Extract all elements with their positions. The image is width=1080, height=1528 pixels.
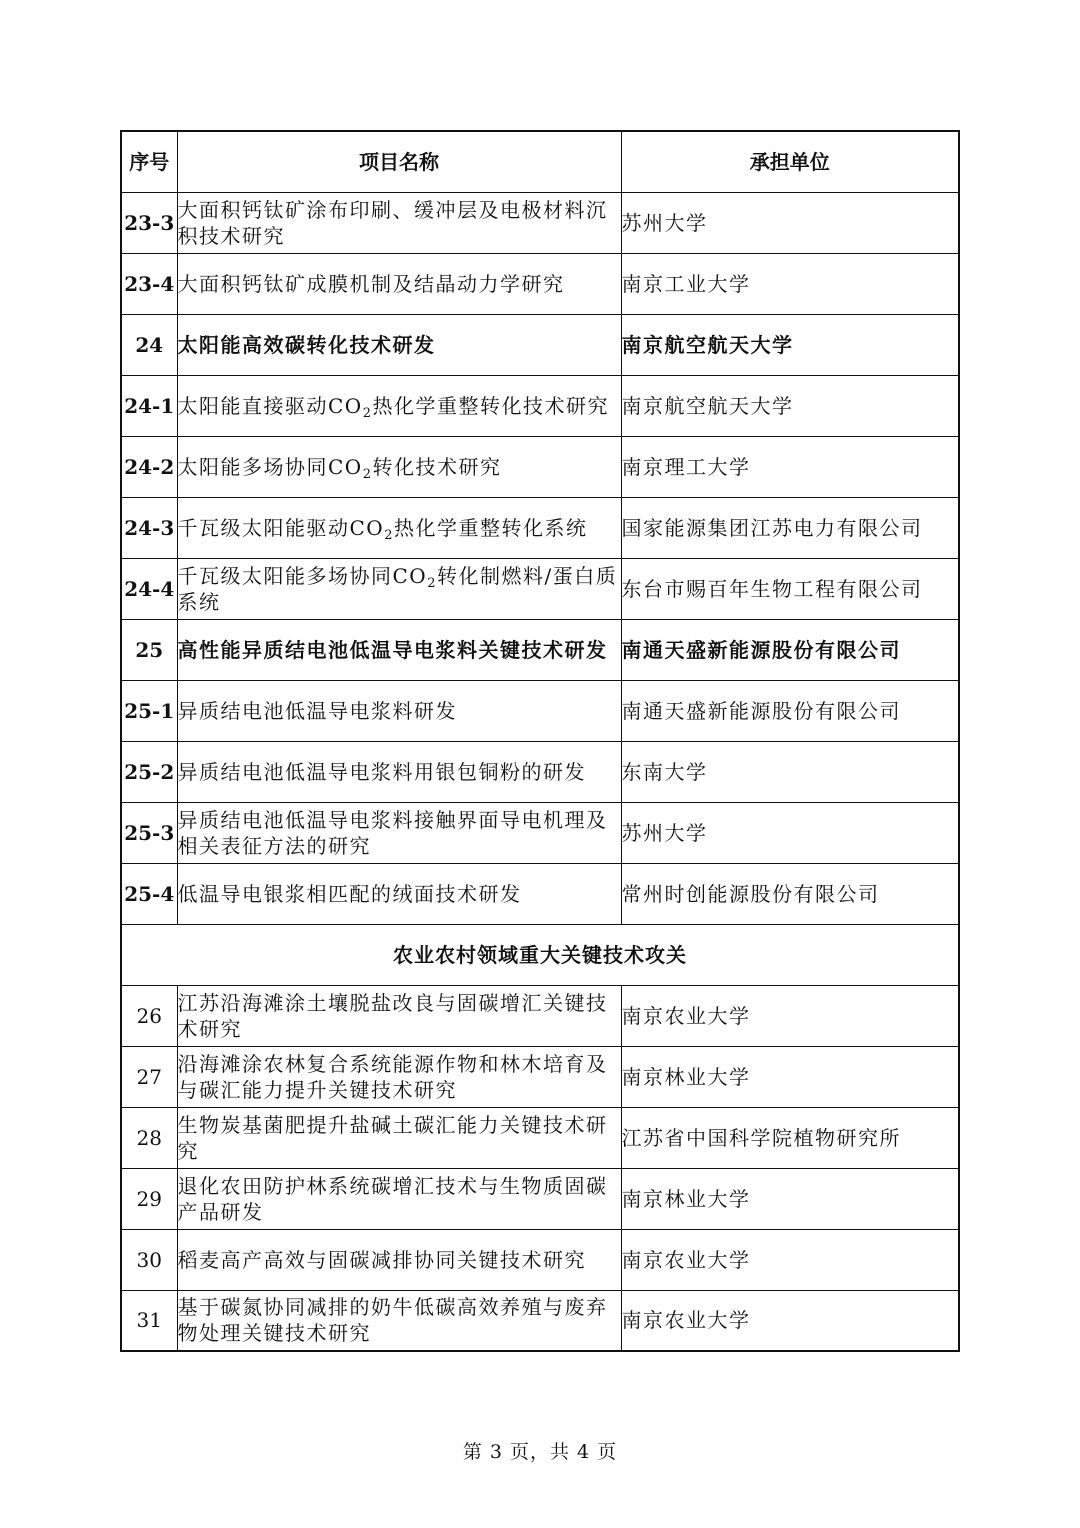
table-body <box>121 192 959 1351</box>
table-row <box>121 985 959 1046</box>
row-organization: 国家能源集团江苏电力有限公司 <box>621 497 959 558</box>
row-organization: 南京农业大学 <box>621 1229 959 1290</box>
row-seq: 28 <box>121 1107 177 1168</box>
row-seq: 24-1 <box>121 375 177 436</box>
table-row <box>121 863 959 924</box>
row-project-name: 千瓦级太阳能多场协同$CO_2$转化制燃料/蛋白质系统 <box>177 558 621 619</box>
row-organization: 苏州大学 <box>621 192 959 253</box>
table-row <box>121 680 959 741</box>
row-seq: 25-3 <box>121 802 177 863</box>
row-organization: 江苏省中国科学院植物研究所 <box>621 1107 959 1168</box>
row-project-name: 生物炭基菌肥提升盐碱土碳汇能力关键技术研究 <box>177 1107 621 1168</box>
row-project-name: 高性能异质结电池低温导电浆料关键技术研发 <box>177 619 621 680</box>
row-project-name: 异质结电池低温导电浆料接触界面导电机理及相关表征方法的研究 <box>177 802 621 863</box>
table-row <box>121 375 959 436</box>
project-table <box>120 130 960 1352</box>
row-seq: 26 <box>121 985 177 1046</box>
row-seq: 23-3 <box>121 192 177 253</box>
row-seq: 24 <box>121 314 177 375</box>
row-organization: 东台市赐百年生物工程有限公司 <box>621 558 959 619</box>
header-project-name: 项目名称 <box>177 131 621 192</box>
row-seq: 24-4 <box>121 558 177 619</box>
row-organization: 苏州大学 <box>621 802 959 863</box>
row-seq: 25-2 <box>121 741 177 802</box>
row-seq: 25 <box>121 619 177 680</box>
row-seq: 25-1 <box>121 680 177 741</box>
table-row <box>121 741 959 802</box>
row-organization: 南京航空航天大学 <box>621 314 959 375</box>
row-organization: 东南大学 <box>621 741 959 802</box>
section-row <box>121 924 959 985</box>
section-title: 农业农村领域重大关键技术攻关 <box>121 924 959 985</box>
header-seq: 序号 <box>121 131 177 192</box>
table-row <box>121 619 959 680</box>
row-project-name: 沿海滩涂农林复合系统能源作物和林木培育及与碳汇能力提升关键技术研究 <box>177 1046 621 1107</box>
row-project-name: 大面积钙钛矿成膜机制及结晶动力学研究 <box>177 253 621 314</box>
row-organization: 南通天盛新能源股份有限公司 <box>621 619 959 680</box>
row-organization: 南京农业大学 <box>621 1290 959 1351</box>
row-seq: 31 <box>121 1290 177 1351</box>
row-project-name: 太阳能多场协同$CO_2$转化技术研究 <box>177 436 621 497</box>
row-project-name: 太阳能直接驱动$CO_2$热化学重整转化技术研究 <box>177 375 621 436</box>
row-project-name: 大面积钙钛矿涂布印刷、缓冲层及电极材料沉积技术研究 <box>177 192 621 253</box>
row-organization: 南通天盛新能源股份有限公司 <box>621 680 959 741</box>
row-seq: 25-4 <box>121 863 177 924</box>
header-organization: 承担单位 <box>621 131 959 192</box>
row-seq: 30 <box>121 1229 177 1290</box>
row-organization: 南京林业大学 <box>621 1168 959 1229</box>
row-project-name: 江苏沿海滩涂土壤脱盐改良与固碳增汇关键技术研究 <box>177 985 621 1046</box>
table-row <box>121 497 959 558</box>
page-footer: 第 3 页，共 4 页 <box>462 1441 618 1463</box>
table-row <box>121 1290 959 1351</box>
table-row <box>121 1107 959 1168</box>
row-organization: 南京航空航天大学 <box>621 375 959 436</box>
table-row <box>121 436 959 497</box>
row-project-name: 异质结电池低温导电浆料用银包铜粉的研发 <box>177 741 621 802</box>
table-row <box>121 1046 959 1107</box>
row-project-name: 低温导电银浆相匹配的绒面技术研发 <box>177 863 621 924</box>
table-row <box>121 314 959 375</box>
row-project-name: 退化农田防护林系统碳增汇技术与生物质固碳产品研发 <box>177 1168 621 1229</box>
table-row <box>121 802 959 863</box>
table-row <box>121 1229 959 1290</box>
table-header-row <box>121 131 959 192</box>
row-organization: 南京农业大学 <box>621 985 959 1046</box>
row-seq: 29 <box>121 1168 177 1229</box>
row-seq: 24-2 <box>121 436 177 497</box>
row-project-name: 基于碳氮协同减排的奶牛低碳高效养殖与废弃物处理关键技术研究 <box>177 1290 621 1351</box>
row-organization: 常州时创能源股份有限公司 <box>621 863 959 924</box>
row-seq: 23-4 <box>121 253 177 314</box>
row-organization: 南京工业大学 <box>621 253 959 314</box>
row-project-name: 稻麦高产高效与固碳减排协同关键技术研究 <box>177 1229 621 1290</box>
row-seq: 24-3 <box>121 497 177 558</box>
row-project-name: 千瓦级太阳能驱动$CO_2$热化学重整转化系统 <box>177 497 621 558</box>
row-organization: 南京理工大学 <box>621 436 959 497</box>
row-organization: 南京林业大学 <box>621 1046 959 1107</box>
table-row <box>121 1168 959 1229</box>
table-row <box>121 558 959 619</box>
row-project-name: 异质结电池低温导电浆料研发 <box>177 680 621 741</box>
row-seq: 27 <box>121 1046 177 1107</box>
table-row <box>121 253 959 314</box>
table-row <box>121 192 959 253</box>
row-project-name: 太阳能高效碳转化技术研发 <box>177 314 621 375</box>
